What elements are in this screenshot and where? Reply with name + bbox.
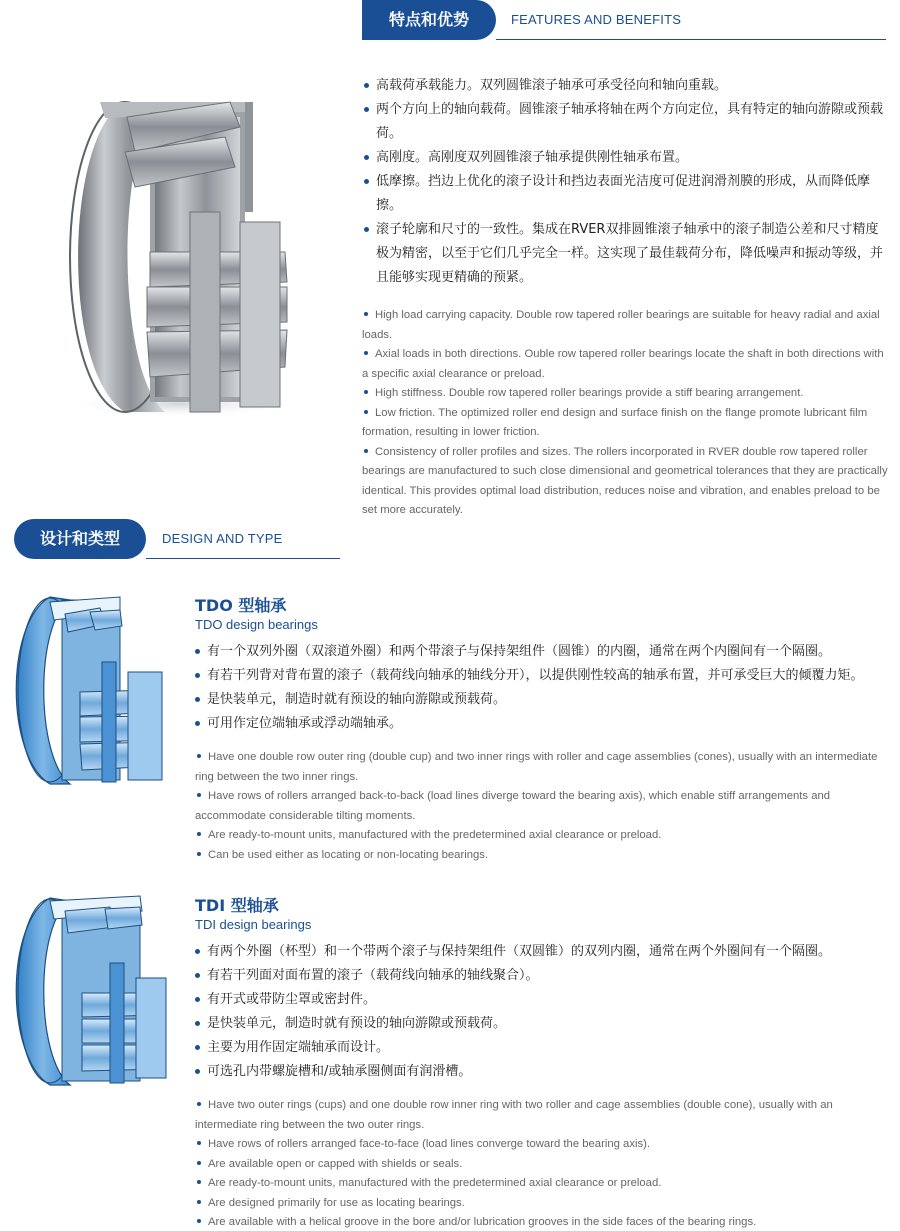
list-item: 滚子轮廓和尺寸的一致性。集成在RVER双排圆锥滚子轴承中的滚子制造公差和尺寸精度极为精密，以至于它们几乎完全一样。这实现了最佳载荷分布，降低噪声和振动等级，并且能够实现更精确的预紧。 <box>364 218 888 290</box>
bullet-text: Have rows of rollers arranged face-to-face (load lines converge toward the bearing axis). <box>208 1138 651 1150</box>
list-item: 可选孔内带螺旋槽和/或轴承圈侧面有润滑槽。 <box>195 1060 900 1084</box>
design-heading-cn: 设计和类型 <box>14 519 146 559</box>
features-heading-rule <box>496 39 886 40</box>
list-item <box>362 384 888 404</box>
tdo-subtitle: TDO design bearings <box>195 617 318 632</box>
bullet-dot <box>197 832 201 836</box>
tdi-subtitle: TDI design bearings <box>195 917 312 932</box>
list-item: 高刚度。高刚度双列圆锥滚子轴承提供刚性轴承布置。 <box>364 146 888 170</box>
list-item <box>195 826 885 846</box>
bullet-dot <box>197 1219 201 1223</box>
bullet-dot <box>364 312 368 316</box>
tdi-section <box>195 896 900 1231</box>
bullet-text: Are available open or capped with shields or seals. <box>208 1157 463 1170</box>
tdo-title: TDO 型轴承 <box>195 596 287 615</box>
list-item <box>362 306 888 345</box>
list-item: 高载荷承载能力。双列圆锥滚子轴承可承受径向和轴向重载。 <box>364 74 888 98</box>
list-item: 有两个外圈（杯型）和一个带两个滚子与保持架组件（双圆锥）的双列内圈，通常在两个外圈间有一个隔圈。 <box>195 940 900 964</box>
list-item <box>362 404 888 443</box>
list-item <box>195 787 885 826</box>
features-bullets-en <box>362 306 888 521</box>
bullet-text: Are available with a helical groove in the bore and/or lubrication grooves in the side faces of the bearing rings. <box>208 1216 757 1228</box>
list-item <box>195 1174 885 1194</box>
bullet-text: High load carrying capacity. Double row tapered roller bearings are suitable for heavy radial and axial loads. <box>362 309 880 341</box>
list-item: 两个方向上的轴向载荷。圆锥滚子轴承将轴在两个方向定位，具有特定的轴向游隙或预载荷。 <box>364 98 888 146</box>
list-item <box>195 1194 885 1214</box>
list-item: 是快装单元，制造时就有预设的轴向游隙或预载荷。 <box>195 688 900 712</box>
bullet-text: Are designed primarily for use as locating bearings. <box>208 1196 465 1209</box>
bullet-dot <box>364 410 368 414</box>
list-item <box>362 443 888 521</box>
tdo-bearing-diagram <box>10 592 170 787</box>
bullet-dot <box>364 351 368 355</box>
tdo-illustration <box>10 592 170 787</box>
tdi-bullets-cn <box>195 940 900 1084</box>
list-item: 低摩擦。挡边上优化的滚子设计和挡边表面光洁度可促进润滑剂膜的形成，从而降低摩擦。 <box>364 170 888 218</box>
list-item <box>195 748 885 787</box>
bullet-text: Consistency of roller profiles and sizes. The rollers incorporated in RVER double row tapered roller bearings are manufactured to such close dimensional and geometrical tolerances that they are practically identical. This provides optimal load distribution, reduces noise and vibration, and enables preload to be set more accurately. <box>362 445 888 516</box>
tdi-bearing-diagram <box>10 893 170 1088</box>
list-item: 可用作定位端轴承或浮动端轴承。 <box>195 712 900 736</box>
tdi-illustration <box>10 893 170 1088</box>
tdi-title: TDI 型轴承 <box>195 896 279 915</box>
tdo-bullets-en <box>195 748 885 865</box>
bullet-dot <box>197 1141 201 1145</box>
bullet-dot <box>364 390 368 394</box>
bullet-dot <box>197 1200 201 1204</box>
bullet-text: High stiffness. Double row tapered roller bearings provide a stiff bearing arrangement. <box>375 387 804 399</box>
bullet-text: Can be used either as locating or non-locating bearings. <box>208 848 489 861</box>
list-item <box>195 1096 885 1135</box>
list-item <box>195 1155 885 1175</box>
list-item: 有开式或带防尘罩或密封件。 <box>195 988 900 1012</box>
list-item: 主要为用作固定端轴承而设计。 <box>195 1036 900 1060</box>
list-item: 是快装单元，制造时就有预设的轴向游隙或预载荷。 <box>195 1012 900 1036</box>
bullet-text: Have rows of rollers arranged back-to-back (load lines diverge toward the bearing axis), which enable stiff arrangements and accommodate considerable tilting moments. <box>195 790 831 822</box>
list-item <box>195 1213 885 1231</box>
bullet-text: Are ready-to-mount units, manufactured with the predetermined axial clearance or preload. <box>208 829 662 841</box>
list-item: 有一个双列外圈（双滚道外圈）和两个带滚子与保持架组件（圆锥）的内圈，通常在两个内圈间有一个隔圈。 <box>195 640 900 664</box>
bullet-dot <box>197 1161 201 1165</box>
bearing-photo <box>55 92 300 422</box>
design-heading-en: DESIGN AND TYPE <box>162 531 283 546</box>
bullet-dot <box>197 754 201 758</box>
bullet-dot <box>364 449 368 453</box>
list-item <box>195 1135 885 1155</box>
bullet-dot <box>197 852 201 856</box>
tdo-bullets-cn <box>195 640 900 736</box>
features-heading-cn: 特点和优势 <box>362 0 496 40</box>
design-header <box>14 519 340 559</box>
features-heading-en: FEATURES AND BENEFITS <box>511 12 682 27</box>
tdo-section <box>195 596 900 865</box>
bullet-text: Have one double row outer ring (double cup) and two inner rings with roller and cage assemblies (cones), usually with an intermediate ring between the two inner rings. <box>195 751 878 783</box>
bullet-text: Axial loads in both directions. Ouble row tapered roller bearings locate the shaft in both directions with a specific axial clearance or preload. <box>362 348 884 380</box>
bullet-dot <box>197 793 201 797</box>
list-item: 有若干列背对背布置的滚子（载荷线向轴承的轴线分开），以提供刚性较高的轴承布置，并可承受巨大的倾覆力矩。 <box>195 664 900 688</box>
list-item <box>362 345 888 384</box>
bullet-dot <box>197 1102 201 1106</box>
features-header <box>362 0 886 40</box>
bullet-text: Low friction. The optimized roller end design and surface finish on the flange promote lubricant film formation, resulting in lower friction. <box>362 406 868 438</box>
list-item: 有若干列面对面布置的滚子（载荷线向轴承的轴线聚合）。 <box>195 964 900 988</box>
bullet-dot <box>197 1180 201 1184</box>
tapered-roller-bearing-illustration <box>55 92 300 422</box>
tdi-bullets-en <box>195 1096 885 1231</box>
features-bullets-cn <box>364 74 888 290</box>
bullet-text: Have two outer rings (cups) and one double row inner ring with two roller and cage assemblies (double cone), usually with an intermediate ring between the two outer rings. <box>195 1099 833 1131</box>
bullet-text: Are ready-to-mount units, manufactured with the predetermined axial clearance or preload. <box>208 1177 662 1189</box>
list-item <box>195 846 885 866</box>
design-heading-rule <box>146 558 340 559</box>
